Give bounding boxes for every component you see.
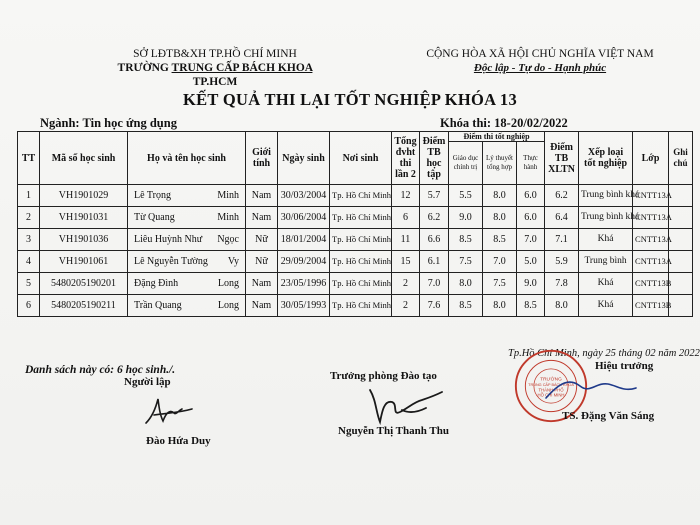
note xyxy=(669,207,693,229)
score-theory: 8.5 xyxy=(483,229,517,251)
table-row xyxy=(18,207,693,229)
col-tt: TT xyxy=(18,132,40,185)
major-label: Ngành: Tin học ứng dụng xyxy=(40,116,177,130)
row-index: 6 xyxy=(18,295,40,317)
score-practice: 7.0 xyxy=(517,229,545,251)
school-prefix: TRƯỜNG xyxy=(117,62,172,74)
score-practice: 9.0 xyxy=(517,273,545,295)
graduation-rank: Trung bình xyxy=(579,251,633,273)
col-dob: Ngày sinh xyxy=(278,132,330,185)
score-politics: 8.5 xyxy=(449,295,483,317)
student-count-note: Danh sách này có: 6 học sinh./. xyxy=(25,364,176,376)
school-line xyxy=(95,61,335,89)
note xyxy=(669,295,693,317)
note xyxy=(669,273,693,295)
national-title: CỘNG HÒA XÃ HỘI CHỦ NGHĨA VIỆT NAM xyxy=(426,48,654,60)
col-politics: Giáo dục chính trị xyxy=(449,142,483,185)
student-last-name: Từ Quang xyxy=(134,212,175,223)
birthplace: Tp. Hồ Chí Minh xyxy=(330,295,392,317)
score-xltn: 7.1 xyxy=(545,229,579,251)
score-politics: 8.5 xyxy=(449,229,483,251)
score-theory: 8.0 xyxy=(483,185,517,207)
col-theory: Lý thuyết tổng hợp xyxy=(483,142,517,185)
school-name: TRUNG CẤP BÁCH KHOA xyxy=(171,62,313,74)
student-first-name: Ngọc xyxy=(217,234,239,245)
date-of-birth: 30/05/1993 xyxy=(278,295,330,317)
student-name xyxy=(128,273,246,295)
gender: Nam xyxy=(246,295,278,317)
student-first-name: Long xyxy=(217,278,239,289)
results-table xyxy=(17,131,693,317)
total-units: 2 xyxy=(392,295,420,317)
national-motto: Độc lập - Tự do - Hạnh phúc xyxy=(473,62,607,74)
preparer-title: Người lập xyxy=(124,376,171,388)
total-units: 11 xyxy=(392,229,420,251)
score-xltn: 6.4 xyxy=(545,207,579,229)
student-name xyxy=(128,207,246,229)
student-last-name: Trần Quang xyxy=(134,300,182,311)
gender: Nam xyxy=(246,207,278,229)
class-code: CNTT13B xyxy=(633,295,669,317)
preparer-signature xyxy=(140,393,200,429)
principal-title: Hiệu trưởng xyxy=(595,360,654,372)
row-index: 3 xyxy=(18,229,40,251)
preparer-name: Đào Hứa Duy xyxy=(146,435,211,447)
score-xltn: 6.2 xyxy=(545,185,579,207)
col-gender: Giới tính xyxy=(246,132,278,185)
birthplace: Tp. Hồ Chí Minh xyxy=(330,229,392,251)
score-practice: 6.0 xyxy=(517,207,545,229)
national-header xyxy=(400,47,680,75)
student-name xyxy=(128,185,246,207)
svg-text:HỒ CHÍ MINH: HỒ CHÍ MINH xyxy=(537,392,565,398)
gpa: 7.6 xyxy=(420,295,449,317)
graduation-rank: Trung bình khá xyxy=(579,185,633,207)
table-row xyxy=(18,185,693,207)
score-xltn: 7.8 xyxy=(545,273,579,295)
svg-text:TRƯỜNG: TRƯỜNG xyxy=(540,377,562,383)
col-xltn: Điểm TB XLTN xyxy=(545,132,579,185)
dept-signature xyxy=(362,382,452,426)
header-row xyxy=(18,132,693,142)
student-first-name: Vy xyxy=(227,256,239,267)
class-code: CNTT13A xyxy=(633,229,669,251)
row-index: 5 xyxy=(18,273,40,295)
date-of-birth: 18/01/2004 xyxy=(278,229,330,251)
birthplace: Tp. Hồ Chí Minh xyxy=(330,251,392,273)
student-id: VH1901061 xyxy=(40,251,128,273)
class-code: CNTT13A xyxy=(633,185,669,207)
note xyxy=(669,251,693,273)
date-of-birth: 30/03/2004 xyxy=(278,185,330,207)
gpa: 5.7 xyxy=(420,185,449,207)
graduation-rank: Khá xyxy=(579,229,633,251)
date-of-birth: 29/09/2004 xyxy=(278,251,330,273)
class-code: CNTT13B xyxy=(633,273,669,295)
school-suffix: TP.HCM xyxy=(192,76,238,88)
student-name xyxy=(128,251,246,273)
col-gpa: Điểm TB học tập xyxy=(420,132,449,185)
row-index: 4 xyxy=(18,251,40,273)
student-last-name: Lê Trọng xyxy=(134,190,171,201)
birthplace: Tp. Hồ Chí Minh xyxy=(330,273,392,295)
col-student-name: Họ và tên học sinh xyxy=(128,132,246,185)
student-id: VH1901036 xyxy=(40,229,128,251)
student-id: 5480205190211 xyxy=(40,295,128,317)
class-code: CNTT13A xyxy=(633,251,669,273)
dept-title: Trưởng phòng Đào tạo xyxy=(330,370,437,382)
row-index: 2 xyxy=(18,207,40,229)
score-practice: 8.5 xyxy=(517,295,545,317)
document-title: KẾT QUẢ THI LẠI TỐT NGHIỆP KHÓA 13 xyxy=(182,90,518,109)
table-row xyxy=(18,273,693,295)
date-of-birth: 23/05/1996 xyxy=(278,273,330,295)
score-politics: 8.0 xyxy=(449,273,483,295)
col-class: Lớp xyxy=(633,132,669,185)
student-id: VH1901029 xyxy=(40,185,128,207)
score-theory: 7.0 xyxy=(483,251,517,273)
score-theory: 8.0 xyxy=(483,295,517,317)
student-id: VH1901031 xyxy=(40,207,128,229)
svg-text:TRUNG CẤP BÁCH KHOA: TRUNG CẤP BÁCH KHOA xyxy=(528,383,574,387)
birthplace: Tp. Hồ Chí Minh xyxy=(330,185,392,207)
col-birthplace: Nơi sinh xyxy=(330,132,392,185)
table-row xyxy=(18,251,693,273)
birthplace: Tp. Hồ Chí Minh xyxy=(330,207,392,229)
student-last-name: Đặng Đình xyxy=(134,278,179,289)
graduation-rank: Trung bình khá xyxy=(579,207,633,229)
principal-signature xyxy=(540,372,640,412)
class-code: CNTT13A xyxy=(633,207,669,229)
score-politics: 7.5 xyxy=(449,251,483,273)
score-xltn: 8.0 xyxy=(545,295,579,317)
gpa: 6.2 xyxy=(420,207,449,229)
score-politics: 9.0 xyxy=(449,207,483,229)
score-politics: 5.5 xyxy=(449,185,483,207)
svg-text:THÀNH PHỐ: THÀNH PHỐ xyxy=(538,387,564,393)
gpa: 6.1 xyxy=(420,251,449,273)
student-first-name: Long xyxy=(217,300,239,311)
gpa: 6.6 xyxy=(420,229,449,251)
col-student-id: Mã số học sinh xyxy=(40,132,128,185)
table-row xyxy=(18,295,693,317)
table-row xyxy=(18,229,693,251)
date-of-birth: 30/06/2004 xyxy=(278,207,330,229)
student-id: 5480205190201 xyxy=(40,273,128,295)
student-name xyxy=(128,295,246,317)
score-practice: 6.0 xyxy=(517,185,545,207)
ministry-header xyxy=(95,47,335,89)
gender: Nam xyxy=(246,185,278,207)
total-units: 15 xyxy=(392,251,420,273)
score-theory: 7.5 xyxy=(483,273,517,295)
student-last-name: Lê Nguyễn Tường xyxy=(134,256,208,267)
total-units: 12 xyxy=(392,185,420,207)
student-first-name: Minh xyxy=(217,212,239,223)
results-body xyxy=(18,185,693,317)
gender: Nam xyxy=(246,273,278,295)
dept-name: Nguyễn Thị Thanh Thu xyxy=(338,425,449,437)
col-rank: Xếp loại tốt nghiệp xyxy=(579,132,633,185)
col-total-units: Tổng đvht thi lần 2 xyxy=(392,132,420,185)
student-first-name: Minh xyxy=(217,190,239,201)
row-index: 1 xyxy=(18,185,40,207)
graduation-rank: Khá xyxy=(579,273,633,295)
score-theory: 8.0 xyxy=(483,207,517,229)
note xyxy=(669,185,693,207)
note xyxy=(669,229,693,251)
score-xltn: 5.9 xyxy=(545,251,579,273)
principal-name: TS. Đặng Văn Sáng xyxy=(562,410,655,422)
gpa: 7.0 xyxy=(420,273,449,295)
date-line: Tp.Hồ Chí Minh, ngày 25 tháng 02 năm 2022 xyxy=(508,348,700,359)
col-exam-group: Điểm thi tốt nghiệp xyxy=(449,132,545,142)
graduation-rank: Khá xyxy=(579,295,633,317)
col-practice: Thực hành xyxy=(517,142,545,185)
total-units: 6 xyxy=(392,207,420,229)
score-practice: 5.0 xyxy=(517,251,545,273)
gender: Nữ xyxy=(246,229,278,251)
exam-term: Khóa thi: 18-20/02/2022 xyxy=(440,116,568,130)
col-note: Ghi chú xyxy=(669,132,693,185)
student-last-name: Liêu Huỳnh Như xyxy=(134,234,203,245)
ministry-line: SỞ LĐTB&XH TP.HỒ CHÍ MINH xyxy=(133,48,297,60)
student-name xyxy=(128,229,246,251)
gender: Nữ xyxy=(246,251,278,273)
total-units: 2 xyxy=(392,273,420,295)
